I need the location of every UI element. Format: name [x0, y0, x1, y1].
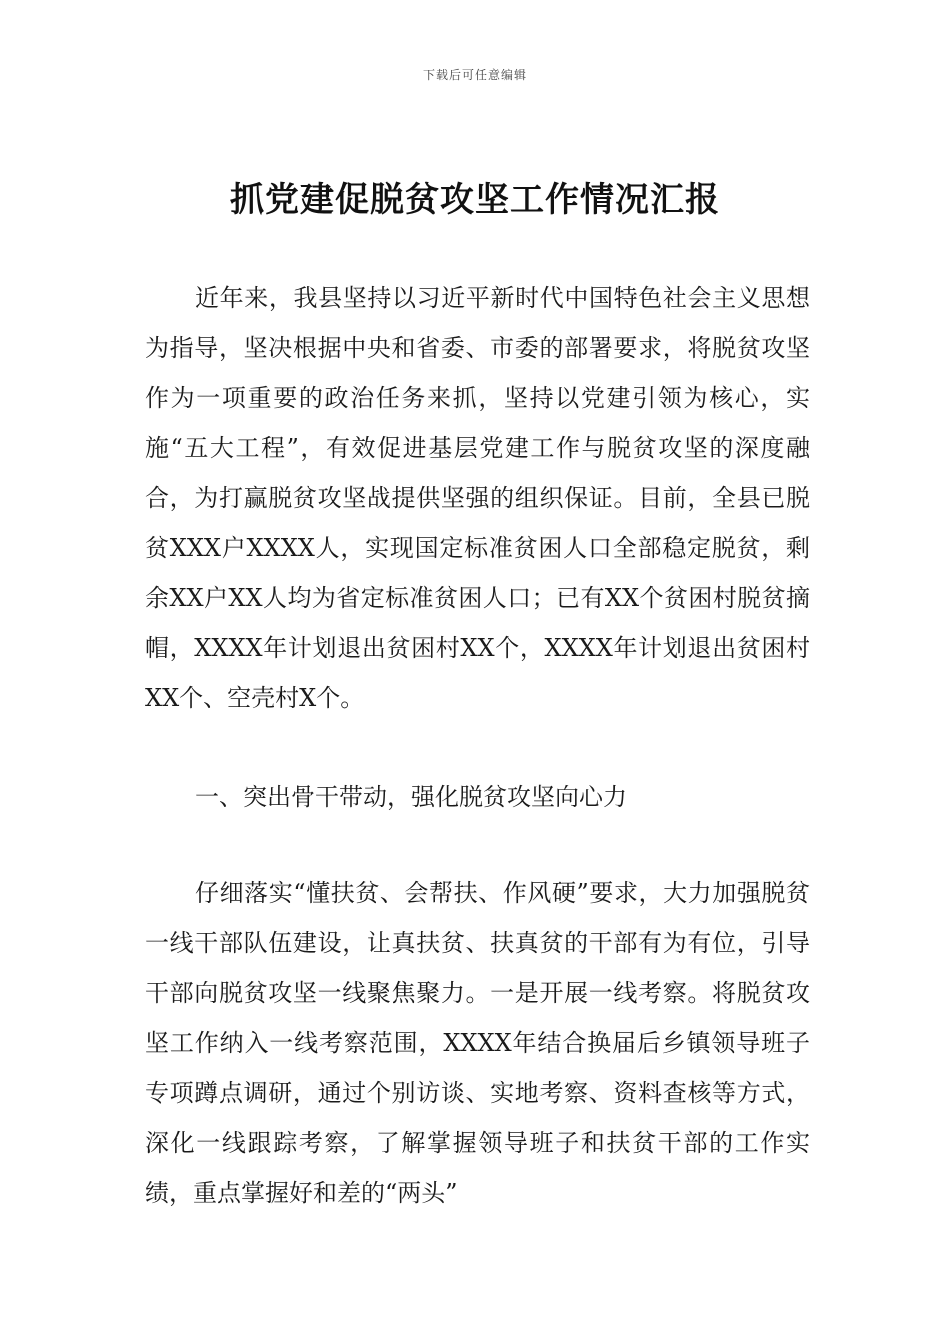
document-title: 抓党建促脱贫攻坚工作情况汇报	[230, 180, 720, 220]
body-paragraph-section-1: 仔细落实“懂扶贫、会帮扶、作风硬”要求，大力加强脱贫一线干部队伍建设，让真扶贫、扶真贫的干部有为有位，引导干部向脱贫攻坚一线聚焦聚力。一是开展一线考察。将脱贫攻坚工作纳入一线考察范围，XXXX年结合换届后乡镇领导班子专项蹲点调研，通过个别访谈、实地考察、资料查核等方式，深化一线跟踪考察，了解掌握领导班子和扶贫干部的工作实绩，重点掌握好和差的“两头”	[145, 879, 810, 1207]
body-paragraph-intro: 近年来，我县坚持以习近平新时代中国特色社会主义思想为指导，坚决根据中央和省委、市委的部署要求，将脱贫攻坚作为一项重要的政治任务来抓，坚持以党建引领为核心，实施“五大工程”，有效促进基层党建工作与脱贫攻坚的深度融合，为打赢脱贫攻坚战提供坚强的组织保证。目前，全县已脱贫XXX户XXXX人，实现国定标准贫困人口全部稳定脱贫，剩余XX户XX人均为省定标准贫困人口；已有XX个贫困村脱贫摘帽，XXXX年计划退出贫困村XX个，XXXX年计划退出贫困村XX个、空壳村X个。	[145, 284, 810, 712]
section-heading-1: 一、突出骨干带动，强化脱贫攻坚向心力	[195, 783, 627, 811]
header-note: 下载后可任意编辑	[422, 68, 527, 82]
